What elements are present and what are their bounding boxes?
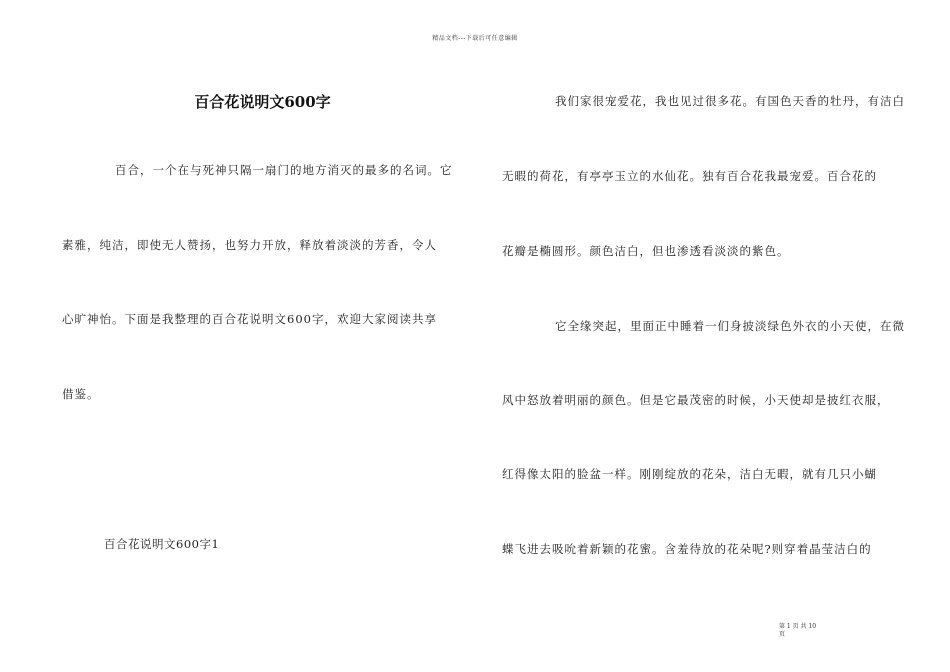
- page-number: [779, 623, 816, 639]
- paragraph-line: 红得像太阳的脸盆一样。刚刚绽放的花朵，洁白无暇，就有几只小蝴: [502, 467, 877, 481]
- page-number-line1: 第 1 页 共 10: [779, 623, 817, 630]
- paragraph-line: 心旷神怡。下面是我整理的百合花说明文600字，欢迎大家阅读共享: [62, 312, 437, 326]
- paragraph-line: 花瓣是椭圆形。颜色洁白，但也渗透看淡淡的紫色。: [502, 244, 790, 258]
- paragraph-line: 百合，一个在与死神只隔一扇门的地方消灭的最多的名词。它: [115, 163, 453, 177]
- paragraph-line: 借鉴。: [62, 387, 100, 401]
- paragraph-line: 风中怒放着明丽的颜色。但是它最茂密的时候，小天使却是披红衣服，: [502, 393, 890, 407]
- document-title: 百合花说明文600字: [194, 93, 331, 111]
- paragraph-line: 无暇的荷花，有亭亭玉立的水仙花。独有百合花我最宠爱。百合花的: [502, 169, 877, 183]
- paragraph-line: 素雅，纯洁，即使无人赞扬，也努力开放，释放着淡淡的芳香，令人: [62, 238, 437, 252]
- paragraph-line: 蝶飞进去吸吮着新颖的花蜜。含羞待放的花朵呢?则穿着晶莹洁白的: [502, 542, 872, 556]
- paragraph-line: 我们家很宠爱花，我也见过很多花。有国色天香的牡丹，有洁白: [555, 94, 905, 108]
- header-note: 精品文档---下载后可任意编辑: [432, 35, 518, 42]
- section-heading: 百合花说明文600字1: [104, 537, 220, 551]
- page-number-line2: 页: [779, 631, 786, 638]
- paragraph-line: 它全缘突起，里面正中睡着一们身披淡绿色外衣的小天使，在微: [555, 319, 905, 333]
